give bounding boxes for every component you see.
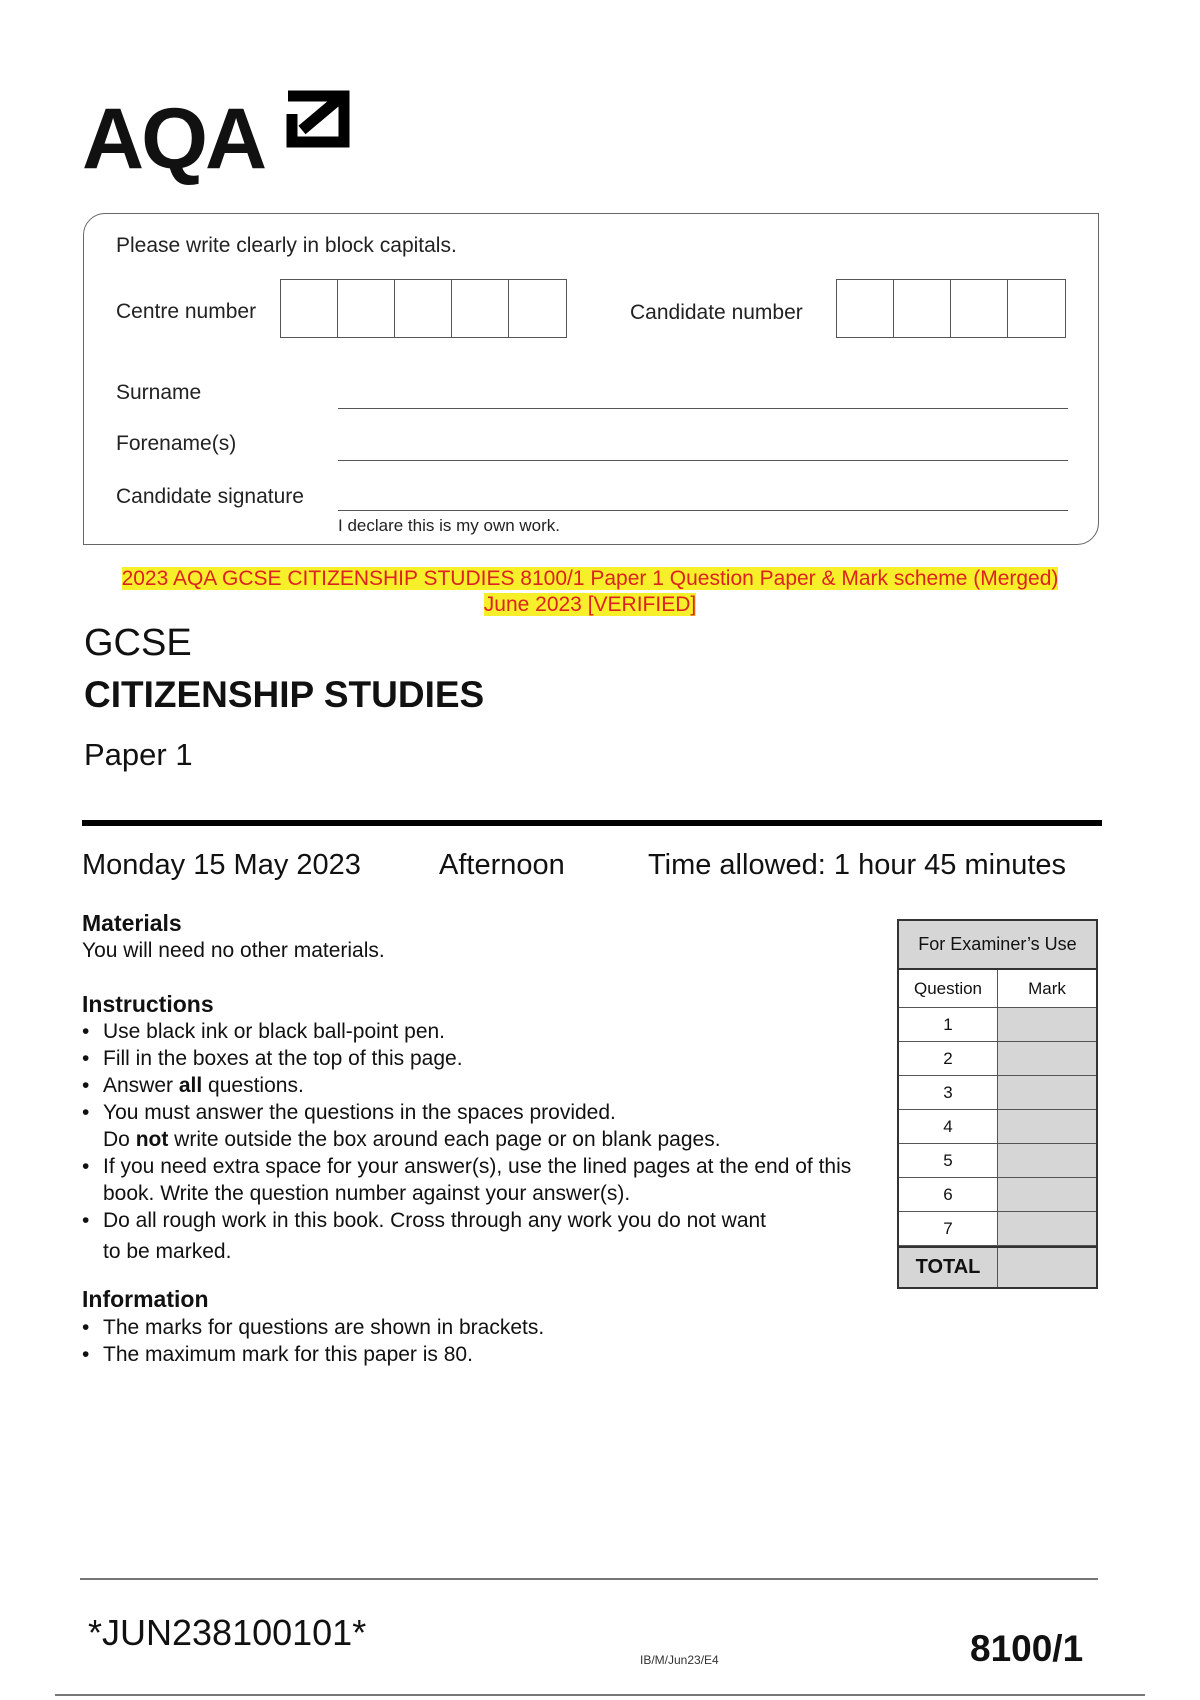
question-number: 4 [899,1110,998,1143]
surname-field[interactable] [338,408,1068,409]
mark-cell [998,1178,1096,1211]
table-row [899,1008,1096,1042]
instruction-item: • You must answer the questions in the spaces provided. Do not write outside the box around each page or on blank pages. [82,1099,862,1153]
instructions-heading: Instructions [82,991,214,1017]
mark-column-header: Mark [998,970,1096,1007]
document-title-highlight [90,566,1090,618]
signature-field[interactable] [338,510,1068,511]
logo-text: AQA [82,91,265,187]
table-row [899,1144,1096,1178]
highlight-line-1: 2023 AQA GCSE CITIZENSHIP STUDIES 8100/1 Paper 1 Question Paper & Mark scheme (Merged) [121,567,1059,590]
mark-cell [998,1144,1096,1177]
instructions-list [82,1018,862,1270]
footer-divider [80,1578,1098,1580]
question-number: 1 [899,1008,998,1041]
mark-cell [998,1008,1096,1041]
question-column-header: Question [899,970,998,1007]
table-row [899,1178,1096,1212]
paper-code: 8100/1 [970,1628,1084,1669]
highlight-line-2: June 2023 [VERIFIED] [483,593,697,616]
time-allowed: Time allowed: 1 hour 45 minutes [648,849,1067,881]
centre-digit-box[interactable] [509,280,566,337]
materials-heading: Materials [82,910,182,936]
centre-number-label: Centre number [116,300,257,323]
centre-digit-box[interactable] [338,280,395,337]
print-reference: IB/M/Jun23/E4 [640,1653,719,1667]
title-divider [82,820,1102,826]
question-number: 6 [899,1178,998,1211]
question-number: 5 [899,1144,998,1177]
instruction-item: • If you need extra space for your answer(s), use the lined pages at the end of this book. Write the question number against your answer(s). [82,1153,862,1207]
examiners-use-table [897,919,1098,1289]
surname-label: Surname [116,381,202,404]
question-number: 7 [899,1212,998,1245]
table-row [899,1042,1096,1076]
aqa-logo [82,90,352,185]
table-header-row [899,970,1096,1008]
candidate-digit-box[interactable] [951,280,1008,337]
block-capitals-instruction: Please write clearly in block capitals. [116,234,457,257]
total-label: TOTAL [899,1248,998,1287]
subject-title: CITIZENSHIP STUDIES [84,674,485,715]
total-row [899,1246,1096,1287]
question-number: 3 [899,1076,998,1109]
materials-text: You will need no other materials. [82,939,385,962]
candidate-details-box [83,213,1099,545]
mark-cell [998,1110,1096,1143]
exam-date: Monday 15 May 2023 [82,849,361,881]
information-heading: Information [82,1286,209,1312]
centre-digit-box[interactable] [281,280,338,337]
centre-digit-box[interactable] [395,280,452,337]
instruction-item: • Do all rough work in this book. Cross through any work you do not want to be marked. [82,1207,862,1270]
mark-cell [998,1212,1096,1245]
centre-digit-box[interactable] [452,280,509,337]
candidate-digit-box[interactable] [894,280,951,337]
exam-session: Afternoon [439,849,565,881]
candidate-number-label: Candidate number [630,301,803,324]
forenames-field[interactable] [338,460,1068,461]
instruction-item: • Fill in the boxes at the top of this page. [82,1045,862,1072]
candidate-digit-box[interactable] [1008,280,1065,337]
table-row [899,1212,1096,1246]
question-number: 2 [899,1042,998,1075]
information-item: • The marks for questions are shown in brackets. [82,1314,862,1341]
candidate-number-boxes[interactable] [836,279,1066,338]
mark-cell [998,1042,1096,1075]
centre-number-boxes[interactable] [280,279,567,338]
paper-title: Paper 1 [84,737,193,772]
logo-mark-icon [282,90,352,152]
page-bottom-line [55,1694,1145,1696]
examiners-use-header: For Examiner’s Use [899,921,1096,970]
table-row [899,1110,1096,1144]
barcode-text: *JUN238100101* [88,1612,367,1653]
qualification-level: GCSE [84,622,192,664]
signature-label: Candidate signature [116,485,304,508]
candidate-digit-box[interactable] [837,280,894,337]
mark-cell [998,1076,1096,1109]
declaration-text: I declare this is my own work. [338,516,561,535]
information-item: • The maximum mark for this paper is 80. [82,1341,862,1368]
forenames-label: Forename(s) [116,432,237,455]
table-row [899,1076,1096,1110]
information-list [82,1314,862,1368]
instruction-item: • Use black ink or black ball-point pen. [82,1018,862,1045]
instruction-item: • Answer all questions. [82,1072,862,1099]
total-mark-cell [998,1248,1096,1287]
